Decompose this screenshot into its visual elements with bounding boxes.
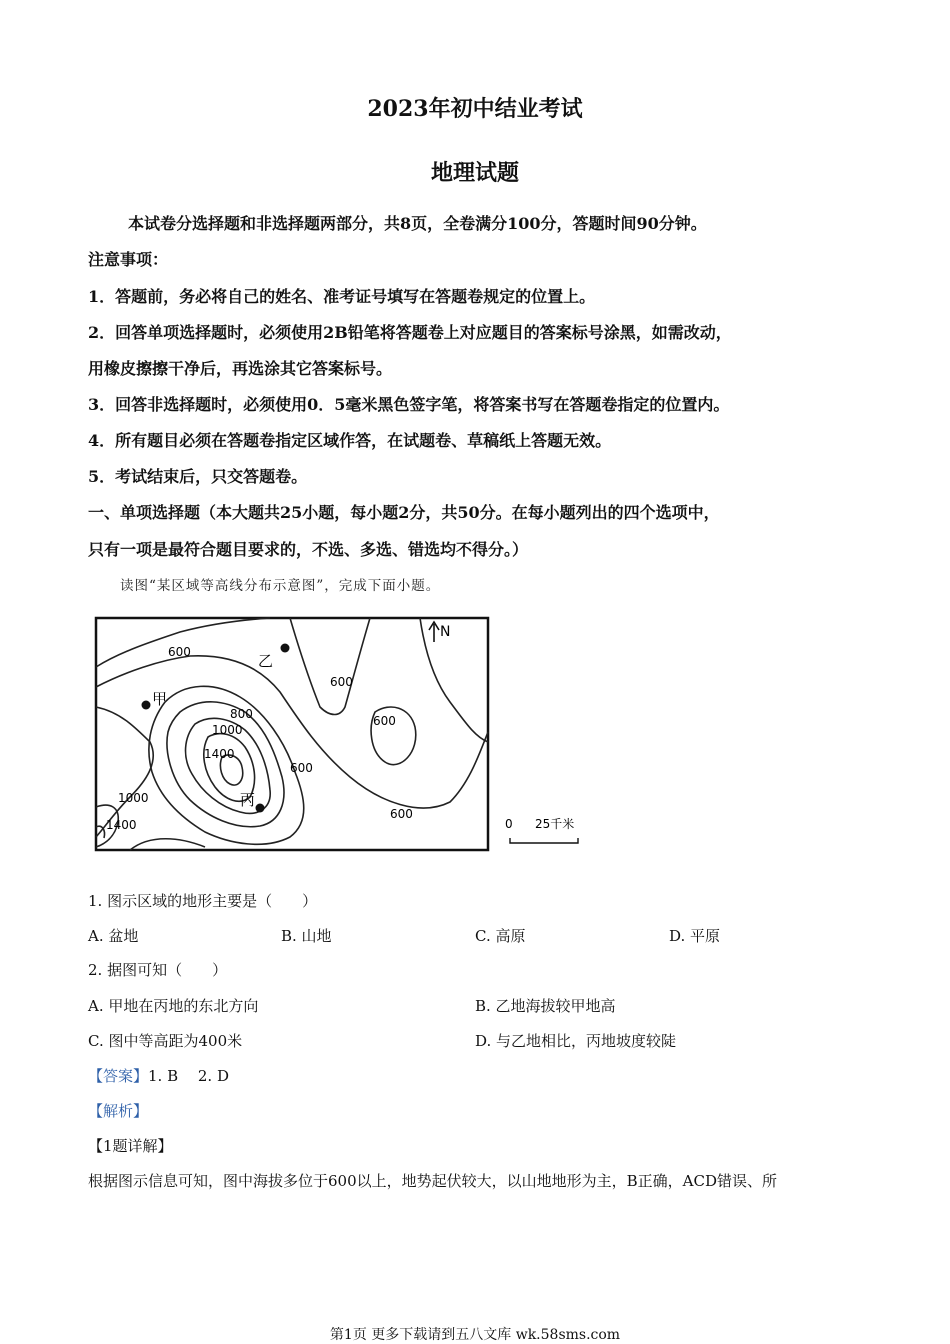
page-subtitle: 地理试题 (430, 160, 519, 186)
answer-text: 1. B 2. D (148, 1067, 229, 1085)
notice-item: 2．回答单项选择题时，必须使用2B铅笔将答题卷上对应题目的答案标号涂黑，如需改动， (88, 323, 732, 342)
contour-label: 800 (230, 707, 253, 721)
intro-text: 本试卷分选择题和非选择题两部分，共8页，全卷满分100分，答题时间90分钟。 (128, 214, 707, 233)
contour-label: 1000 (212, 723, 243, 737)
map-border (96, 618, 488, 850)
contour-label: 1400 (204, 747, 235, 761)
contour-label: 1400 (106, 818, 137, 832)
question-2-option-a[interactable]: A. 甲地在丙地的东北方向 (88, 997, 259, 1015)
question-1-option-d[interactable]: D. 平原 (669, 927, 721, 945)
contour-800 (149, 686, 304, 844)
contour-600-yi (290, 618, 370, 715)
notice-item: 用橡皮擦擦干净后，再选涂其它答案标号。 (88, 359, 393, 378)
notice-item: 3．回答非选择题时，必须使用0．5毫米黑色签字笔，将答案书写在答题卷指定的位置内。 (88, 395, 730, 414)
question-1-option-c[interactable]: C. 高原 (475, 927, 526, 945)
contour-map (90, 612, 590, 857)
contour-600-northwest (96, 618, 270, 667)
section-heading-line2: 只有一项是最符合题目要求的，不选、多选、错选均不得分。） (88, 540, 529, 559)
contour-east (420, 618, 488, 742)
point-bing-label: 丙 (240, 791, 256, 809)
question-1-option-a[interactable]: A. 盆地 (88, 927, 139, 945)
point-bing-marker (256, 804, 265, 813)
answer-label: 【答案】 (88, 1067, 149, 1085)
contour-label: 1000 (118, 791, 149, 805)
contour-label: 600 (373, 714, 396, 728)
contour-south (130, 839, 205, 850)
notice-item: 1．答题前，务必将自己的姓名、准考证号填写在答题卷规定的位置上。 (88, 287, 596, 306)
contour-label: 600 (290, 761, 313, 775)
notice-item: 5．考试结束后，只交答题卷。 (88, 467, 308, 486)
question-2-option-c[interactable]: C. 图中等高距为400米 (88, 1032, 243, 1050)
contour-label: 600 (390, 807, 413, 821)
point-yi-marker (281, 644, 290, 653)
question-2-option-b[interactable]: B. 乙地海拔较甲地高 (475, 997, 616, 1015)
point-jia-label: 甲 (152, 690, 168, 708)
contour-lines (96, 618, 488, 850)
notice-item: 4．所有题目必须在答题卷指定区域作答，在试题卷、草稿纸上答题无效。 (88, 431, 612, 450)
contour-label: 600 (330, 675, 353, 689)
north-label: N (440, 624, 451, 640)
analysis-label: 【解析】 (88, 1102, 149, 1120)
question-2-option-d[interactable]: D. 与乙地相比，丙地坡度较陡 (475, 1032, 677, 1050)
contour-label: 600 (168, 645, 191, 659)
page-footer: 第1页 更多下载请到五八文库 wk.58sms.com (329, 1327, 621, 1343)
page-title: 2023年初中结业考试 (367, 96, 583, 122)
scale-zero: 0 (505, 817, 513, 831)
analysis-sub-heading: 【1题详解】 (88, 1137, 173, 1155)
scale-bar (510, 838, 578, 843)
analysis-text: 根据图示信息可知，图中海拔多位于600以上，地势起伏较大，以山地地形为主，B正确，ACD错误、所 (88, 1172, 777, 1190)
notice-heading: 注意事项： (88, 250, 169, 269)
point-yi-label: 乙 (258, 652, 274, 670)
question-2-stem: 2. 据图可知（ ） (88, 961, 228, 979)
point-jia-marker (142, 701, 151, 710)
section-heading-line1: 一、单项选择题（本大题共25小题，每小题2分，共50分。在每小题列出的四个选项中， (88, 503, 720, 522)
answer-line (88, 1065, 229, 1086)
figure-caption: 读图“某区域等高线分布示意图”，完成下面小题。 (120, 578, 441, 594)
scale-distance: 25千米 (535, 817, 575, 831)
question-1-option-b[interactable]: B. 山地 (281, 927, 332, 945)
contour-600-main (96, 656, 488, 808)
question-1-stem: 1. 图示区域的地形主要是（ ） (88, 892, 318, 910)
